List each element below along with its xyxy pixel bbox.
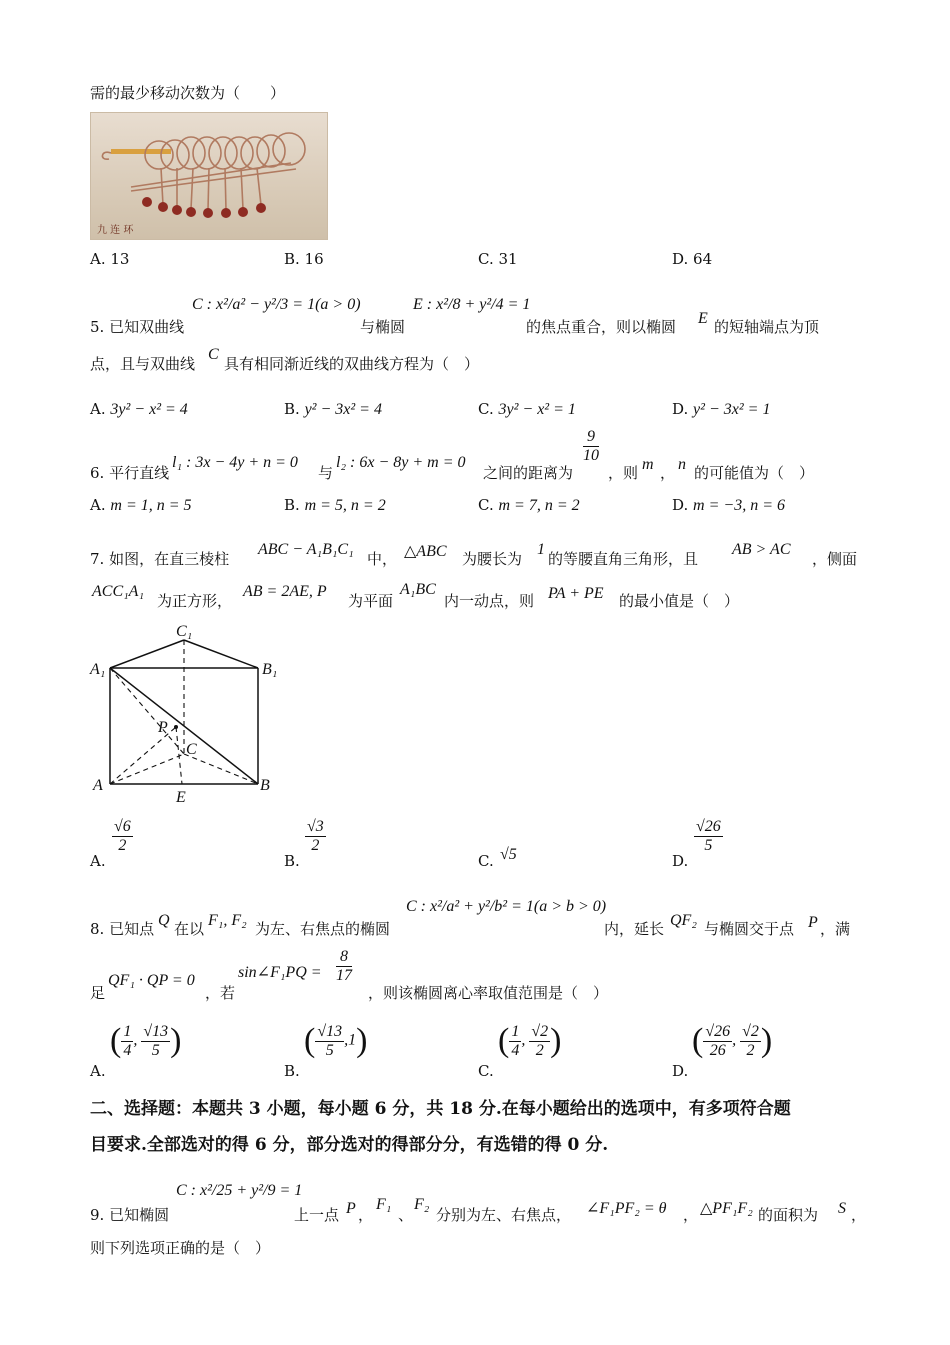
q9-comma3: ， — [851, 1206, 867, 1224]
q8-option-c-value: ( $\frac{1}{4}$ , $\frac{√2}{2}$ ) — [498, 1022, 562, 1059]
q6-text-then: ，则 — [608, 464, 639, 482]
label-C1: C₁ — [176, 623, 193, 640]
q9-comma1: ， — [358, 1206, 374, 1224]
q9-line2: 则下列选项正确的是（ ） — [90, 1239, 271, 1257]
q9-triangle: △PF₁F₂ — [700, 1200, 753, 1217]
q7-option-d-label: D. — [672, 852, 689, 870]
q6-comma: ， — [660, 464, 676, 482]
q7-one: 1 — [537, 541, 545, 558]
q8-sin: sin∠F₁PQ = — [238, 964, 322, 981]
q6-option-b: B. m = 5, n = 2 — [284, 496, 386, 514]
q9-sep: 、 — [398, 1206, 414, 1224]
q9-text-point: 上一点 — [294, 1206, 340, 1224]
q9-F2: F₂ — [414, 1196, 430, 1213]
label-B: B — [260, 777, 270, 794]
q8-text-foci: 为左、右焦点的椭圆 — [255, 920, 391, 938]
q6-m: m — [642, 456, 654, 473]
q4-stem-tail: 需的最少移动次数为（ ） — [90, 84, 286, 102]
q6-line-l1: l₁ : 3x − 4y + n = 0 — [172, 454, 298, 471]
q6-text-distance: 之间的距离为 — [483, 464, 574, 482]
q7-triangle: △ABC — [404, 543, 447, 560]
q7-text-plane: 为平面 — [348, 592, 394, 610]
q6-option-a: A. m = 1, n = 5 — [90, 496, 192, 514]
q8-text-foot: 足 — [90, 984, 106, 1002]
q8-text-with: 在以 — [174, 920, 205, 938]
q5-C: C — [208, 346, 219, 363]
q7-text-moving: 内一动点，则 — [444, 592, 535, 610]
q5-option-d: D. y² − 3x² = 1 — [672, 400, 771, 418]
q8-P: P — [808, 914, 818, 931]
q6-intro: 6. 平行直线 — [90, 464, 170, 482]
q7-option-c-label: C. — [478, 852, 494, 870]
q7-text-isosceles: 的等腰直角三角形，且 — [548, 550, 699, 568]
q7-plane: A₁BC — [400, 581, 436, 598]
q8-text-intersect: 与椭圆交于点 — [704, 920, 795, 938]
q5-line2-b: 具有相同渐近线的双曲线方程为（ ） — [224, 355, 480, 373]
q5-E: E — [698, 310, 708, 327]
q8-QF2: QF₂ — [670, 912, 697, 929]
q7-inequality: AB > AC — [732, 541, 791, 558]
q5-text-c: 的焦点重合，则以椭圆 — [526, 318, 677, 336]
label-A: A — [93, 777, 103, 794]
q9-F1: F₁ — [376, 1196, 392, 1213]
q7-intro: 7. 如图，在直三棱柱 — [90, 550, 230, 568]
q8-ellipse: C : x²/a² + y²/b² = 1(a > b > 0) — [406, 898, 607, 915]
q7-text-tail: 的最小值是（ ） — [619, 592, 740, 610]
q7-text-square: 为正方形， — [157, 592, 233, 610]
q6-option-d: D. m = −3, n = 6 — [672, 496, 785, 514]
prism-figure — [88, 620, 288, 806]
q4-option-b: B. 16 — [284, 250, 324, 268]
q8-option-a-value: ( $\frac{1}{4}$ , $\frac{√13}{5}$ ) — [110, 1022, 182, 1059]
q8-option-b-label: B. — [284, 1062, 300, 1080]
q4-option-d: D. 64 — [672, 250, 713, 268]
q8-dot-product: QF₁ · QP = 0 — [108, 972, 195, 989]
q6-line-l2: l₂ : 6x − 8y + m = 0 — [336, 454, 466, 471]
q7-option-a-value: $\frac{√6}{2}$ — [114, 818, 131, 854]
nine-rings-illustration — [91, 113, 327, 239]
q7-vector-relation: AB = 2AE, P — [243, 583, 327, 600]
label-A1: A₁ — [90, 661, 106, 678]
label-P: P — [158, 719, 168, 736]
q7-expression: PA + PE — [548, 585, 604, 602]
q8-foci: F₁, F₂ — [208, 912, 247, 929]
q6-distance-fraction: $\frac{9}{10}$ — [583, 428, 599, 464]
q9-text-foci: 分别为左、右焦点， — [436, 1206, 572, 1224]
q7-option-b-label: B. — [284, 852, 300, 870]
q8-Q: Q — [158, 912, 170, 929]
q7-text-in: 中， — [367, 550, 398, 568]
q6-option-c: C. m = 7, n = 2 — [478, 496, 580, 514]
q7-option-a-label: A. — [90, 852, 106, 870]
photo-caption: 九 连 环 — [97, 225, 134, 236]
q7-face: ACC₁A₁ — [92, 583, 145, 600]
q9-text-area: 的面积为 — [758, 1206, 819, 1224]
q4-option-a: A. 13 — [90, 250, 130, 268]
q8-sin-fraction: $\frac{8}{17}$ — [336, 948, 352, 984]
q5-intro: 5. 已知双曲线 — [90, 318, 185, 336]
q8-option-a-label: A. — [90, 1062, 106, 1080]
q7-prism: ABC − A₁B₁C₁ — [258, 541, 354, 558]
q8-intro: 8. 已知点 — [90, 920, 155, 938]
q7-text-side: ，侧面 — [812, 550, 858, 568]
q8-option-b-value: ( $\frac{√13}{5}$ ,1) — [304, 1022, 368, 1059]
section-2-heading-line2: 目要求.全部选对的得 6 分，部分选对的得部分分，有选错的得 0 分. — [90, 1135, 609, 1155]
q9-P: P — [346, 1200, 356, 1217]
nine-rings-photo — [90, 112, 328, 240]
q8-option-c-label: C. — [478, 1062, 494, 1080]
q9-intro: 9. 已知椭圆 — [90, 1206, 170, 1224]
q8-text-extend: 内，延长 — [604, 920, 665, 938]
q9-angle: ∠F₁PF₂ = θ — [586, 1200, 667, 1217]
q5-line2: 点，且与双曲线 — [90, 355, 196, 373]
q9-S: S — [838, 1200, 846, 1217]
q9-comma2: ， — [683, 1206, 699, 1224]
q5-text-b: 与椭圆 — [360, 318, 406, 336]
q5-text-d: 的短轴端点为顶 — [714, 318, 820, 336]
q8-option-d-value: ( $\frac{√26}{26}$ , $\frac{√2}{2}$ ) — [692, 1022, 773, 1059]
q5-hyperbola: C : x²/a² − y²/3 = 1(a > 0) — [192, 296, 361, 313]
q7-option-d-value: $\frac{√26}{5}$ — [696, 818, 721, 854]
q4-option-c: C. 31 — [478, 250, 518, 268]
label-C: C — [186, 741, 197, 758]
q9-ellipse: C : x²/25 + y²/9 = 1 — [176, 1182, 303, 1199]
q5-option-c: C. 3y² − x² = 1 — [478, 400, 576, 418]
q8-text-tail: ，则该椭圆离心率取值范围是（ ） — [368, 984, 609, 1002]
section-2-heading-line1: 二、选择题：本题共 3 小题，每小题 6 分，共 18 分.在每小题给出的选项中，有多项符合题 — [90, 1099, 791, 1119]
label-E: E — [176, 789, 186, 806]
q6-n: n — [678, 456, 686, 473]
q5-option-b: B. y² − 3x² = 4 — [284, 400, 382, 418]
q7-text-leg: 为腰长为 — [462, 550, 523, 568]
q6-text-tail: 的可能值为（ ） — [694, 464, 815, 482]
q8-option-d-label: D. — [672, 1062, 689, 1080]
q7-option-b-value: $\frac{√3}{2}$ — [307, 818, 324, 854]
q5-option-a: A. 3y² − x² = 4 — [90, 400, 188, 418]
q7-option-c-value: √5 — [500, 846, 517, 863]
q5-ellipse: E : x²/8 + y²/4 = 1 — [413, 296, 531, 313]
q8-text-satisfy: ，满 — [820, 920, 851, 938]
q6-text-and: 与 — [318, 464, 334, 482]
q8-text-if: ，若 — [205, 984, 236, 1002]
label-B1: B₁ — [262, 661, 278, 678]
